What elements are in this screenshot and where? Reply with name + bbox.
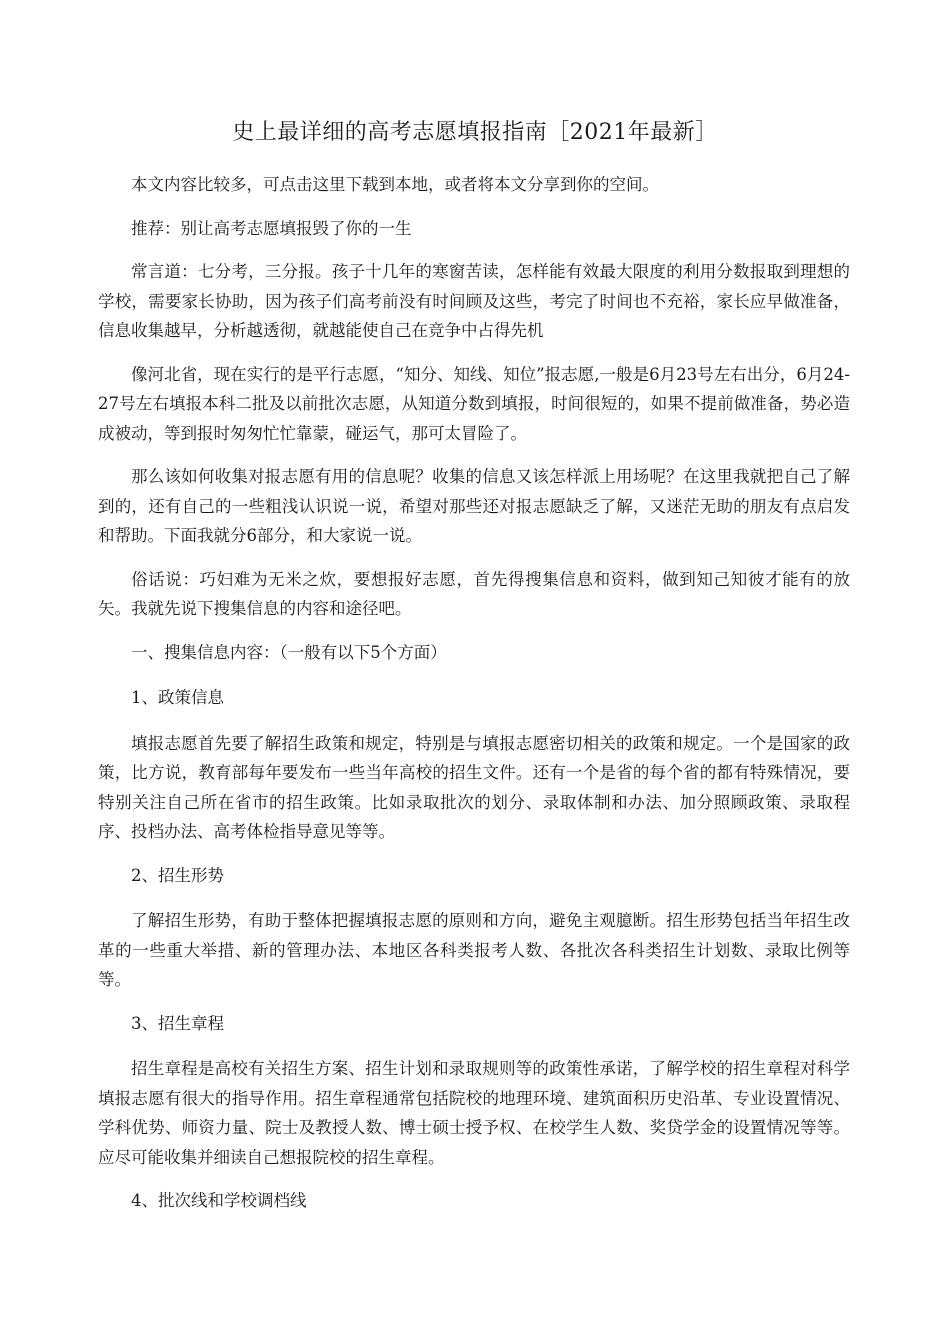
body-paragraph: 俗话说：巧妇难为无米之炊，要想报好志愿，首先得搜集信息和资料，做到知己知彼才能有的放矢。我就先说下搜集信息的内容和途径吧。 (98, 569, 850, 618)
section-heading: 一、搜集信息内容：（一般有以下5个方面） (131, 642, 447, 662)
body-paragraph: 常言道：七分考，三分报。孩子十几年的寒窗苦读，怎样能有效最大限度的利用分数报取到理想的学校，需要家长协助，因为孩子们高考前没有时间顾及这些，考完了时间也不充裕，家长应早做准备，信息收集越早，分析越透彻，就越能使自己在竞争中占得先机 (98, 262, 850, 340)
subsection-heading: 3、招生章程 (131, 1013, 224, 1033)
subsection-heading: 2、招生形势 (131, 865, 224, 885)
body-paragraph: 那么该如何收集对报志愿有用的信息呢？收集的信息又该怎样派上用场呢？在这里我就把自己了解到的，还有自己的一些粗浅认识说一说，希望对那些还对报志愿缺乏了解，又迷茫无助的朋友有点启发和帮助。下面我就分6部分，和大家说一说。 (98, 467, 850, 545)
subsection-heading: 1、政策信息 (131, 688, 224, 707)
body-paragraph: 了解招生形势，有助于整体把握填报志愿的原则和方向，避免主观臆断。招生形势包括当年招生改革的一些重大举措、新的管理办法、本地区各科类报考人数、各批次各科类招生计划数、录取比例等等。 (98, 911, 850, 989)
document-body (98, 170, 850, 1232)
body-paragraph: 像河北省，现在实行的是平行志愿，“知分、知线、知位”报志愿,一般是6月23号左右出分，6月24-27号左右填报本科二批及以前批次志愿，从知道分数到填报，时间很短的，如果不提前做准备，势必造成被动，等到报时匆匆忙忙靠蒙，碰运气，那可太冒险了。 (98, 364, 850, 443)
subsection-heading: 4、批次线和学校调档线 (131, 1191, 307, 1210)
body-paragraph: 填报志愿首先要了解招生政策和规定，特别是与填报志愿密切相关的政策和规定。一个是国家的政策，比方说，教育部每年要发布一些当年高校的招生文件。还有一个是省的每个省的都有特殊情况，要特别关注自己所在省市的招生政策。比如录取批次的划分、录取体制和办法、加分照顾政策、录取程序、投档办法、高考体检指导意见等等。 (98, 733, 850, 841)
body-paragraph: 招生章程是高校有关招生方案、招生计划和录取规则等的政策性承诺，了解学校的招生章程对科学填报志愿有很大的指导作用。招生章程通常包括院校的地理环境、建筑面积历史沿革、专业设置情况、学科优势、师资力量、院士及教授人数、博士硕士授予权、在校学生人数、奖贷学金的设置情况等等。应尽可能收集并细读自己想报院校的招生章程。 (98, 1059, 850, 1167)
document-title: 史上最详细的高考志愿填报指南［2021年最新］ (232, 120, 718, 145)
intro-paragraph: 本文内容比较多，可点击这里下载到本地，或者将本文分享到你的空间。 (131, 175, 659, 194)
recommend-paragraph: 推荐：别让高考志愿填报毁了你的一生 (131, 218, 412, 238)
